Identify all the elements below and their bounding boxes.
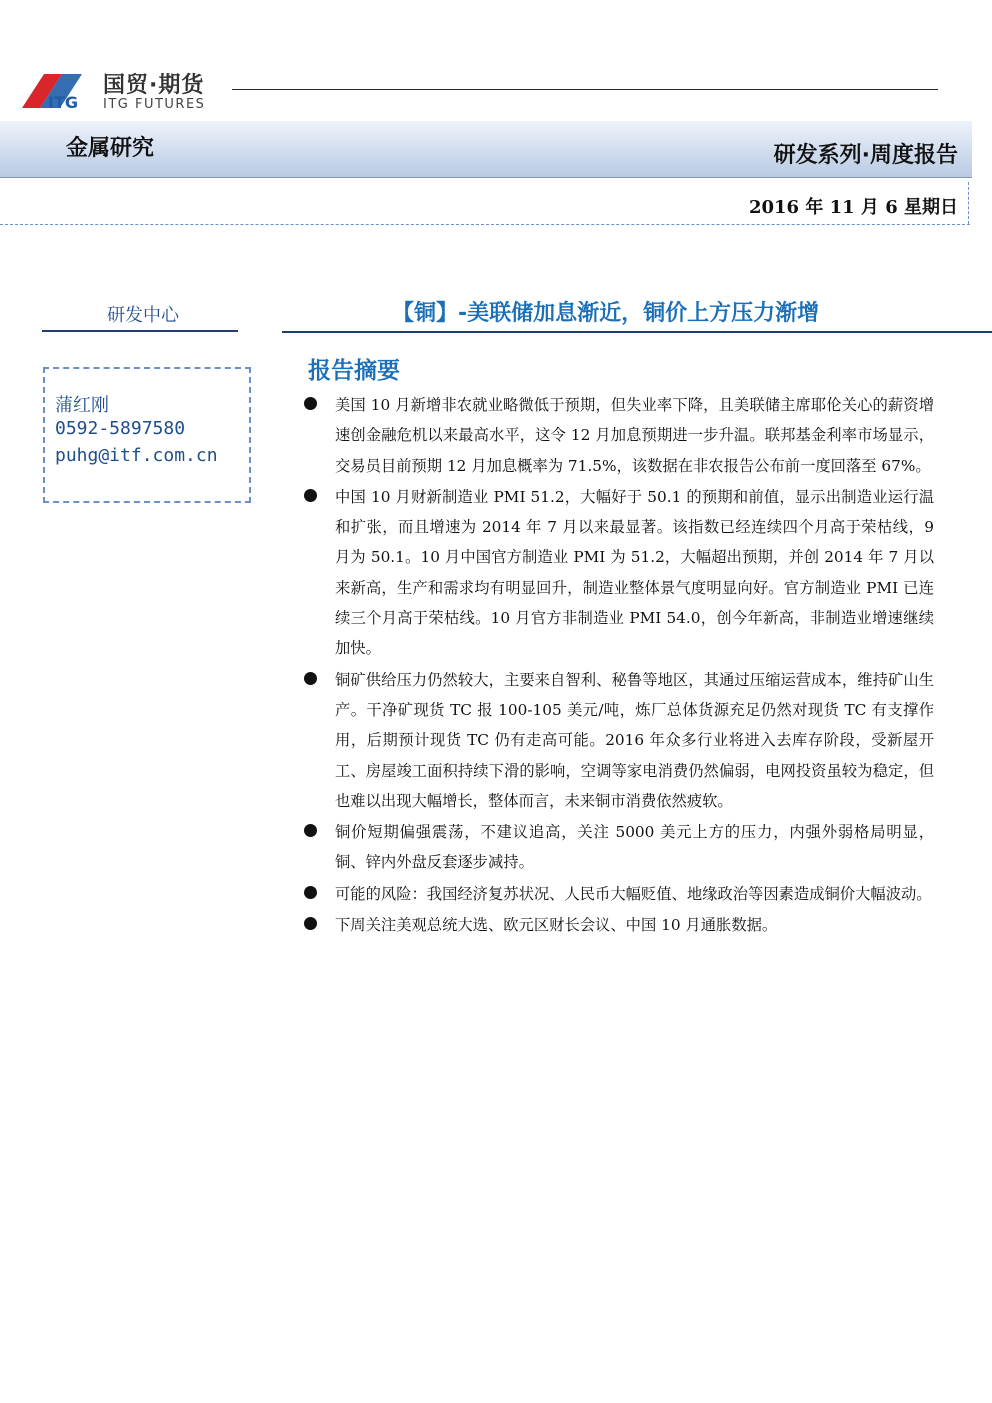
bullet-text: 铜矿供给压力仍然较大，主要来自智利、秘鲁等地区，其通过压缩运营成本，维持矿山生产。干净矿现货 TC 报 100-105 美元/吨，炼厂总体货源充足仍然对现货 TC 有支撑作用，后期预计现货 TC 仍有走高可能。2016 年众多行业将进入去库存阶段，受新屋开工、房屋竣工面积持续下滑的影响，空调等家电消费仍然偏弱，电网投资虽较为稳定，但也难以出现大幅增长，整体而言，未来铜市消费依然疲软。 bbox=[335, 670, 934, 810]
bullet-dot-icon bbox=[304, 489, 317, 502]
bullet-text: 可能的风险：我国经济复苏状况、人民币大幅贬值、地缘政治等因素造成铜价大幅波动。 bbox=[335, 884, 932, 903]
summary-list bbox=[304, 390, 934, 941]
date-divider-horizontal bbox=[0, 224, 970, 225]
bullet-dot-icon bbox=[304, 886, 317, 899]
department-rule bbox=[42, 330, 238, 332]
list-item bbox=[304, 665, 934, 816]
bullet-text: 下周关注美观总统大选、欧元区财长会议、中国 10 月通胀数据。 bbox=[335, 916, 778, 935]
report-title: 【铜】-美联储加息渐近，铜价上方压力渐增 bbox=[392, 301, 820, 326]
list-item bbox=[304, 910, 934, 940]
category-label: 金属研究 bbox=[66, 136, 155, 161]
bullet-dot-icon bbox=[304, 672, 317, 685]
bullet-text: 美国 10 月新增非农就业略微低于预期，但失业率下降，且美联储主席耶伦关心的薪资增速创金融危机以来最高水平，这令 12 月加息预期进一步升温。联邦基金利率市场显示，交易员目前预期 12 月加息概率为 71.5%，该数据在非农报告公布前一度回落至 67%。 bbox=[335, 396, 934, 475]
header-rule bbox=[232, 89, 938, 90]
list-item bbox=[304, 817, 934, 878]
contact-email[interactable]: puhg@itf.com.cn bbox=[55, 445, 218, 466]
bullet-dot-icon bbox=[304, 917, 317, 930]
list-item bbox=[304, 879, 934, 909]
date-divider-vertical bbox=[968, 182, 969, 224]
bullet-text: 铜价短期偏强震荡，不建议追高，关注 5000 美元上方的压力，内强外弱格局明显，铜、锌内外盘反套逐步减持。 bbox=[335, 823, 934, 872]
bullet-dot-icon bbox=[304, 397, 317, 410]
itg-logo-icon bbox=[18, 68, 102, 114]
list-item bbox=[304, 482, 934, 664]
department-label: 研发中心 bbox=[107, 305, 179, 326]
logo-name-cn: 国贸·期货 bbox=[103, 73, 205, 98]
bullet-text: 中国 10 月财新制造业 PMI 51.2，大幅好于 50.1 的预期和前值，显示出制造业运行温和扩张，而且增速为 2014 年 7 月以来最显著。该指数已经连续四个月高于荣枯线，9 月为 50.1。10 月中国官方制造业 PMI 为 51.2，大幅超出预期，并创 2014 年 7 月以来新高，生产和需求均有明显回升，制造业整体景气度明显向好。官方制造业 PMI 已连续三个月高于荣枯线。10 月官方非制造业 PMI 54.0，创今年新高，非制造业增速继续加快。 bbox=[335, 487, 934, 658]
report-date: 2016 年 11 月 6 星期日 bbox=[748, 197, 958, 218]
logo-name-en: ITG FUTURES bbox=[103, 97, 206, 112]
summary-heading: 报告摘要 bbox=[308, 358, 400, 384]
series-label: 研发系列·周度报告 bbox=[773, 143, 958, 168]
bullet-dot-icon bbox=[304, 824, 317, 837]
contact-name: 蒲红刚 bbox=[55, 395, 109, 416]
list-item bbox=[304, 390, 934, 481]
title-rule bbox=[282, 331, 992, 333]
contact-phone: 0592-5897580 bbox=[55, 418, 186, 439]
logo-mark: ITG bbox=[48, 93, 78, 112]
